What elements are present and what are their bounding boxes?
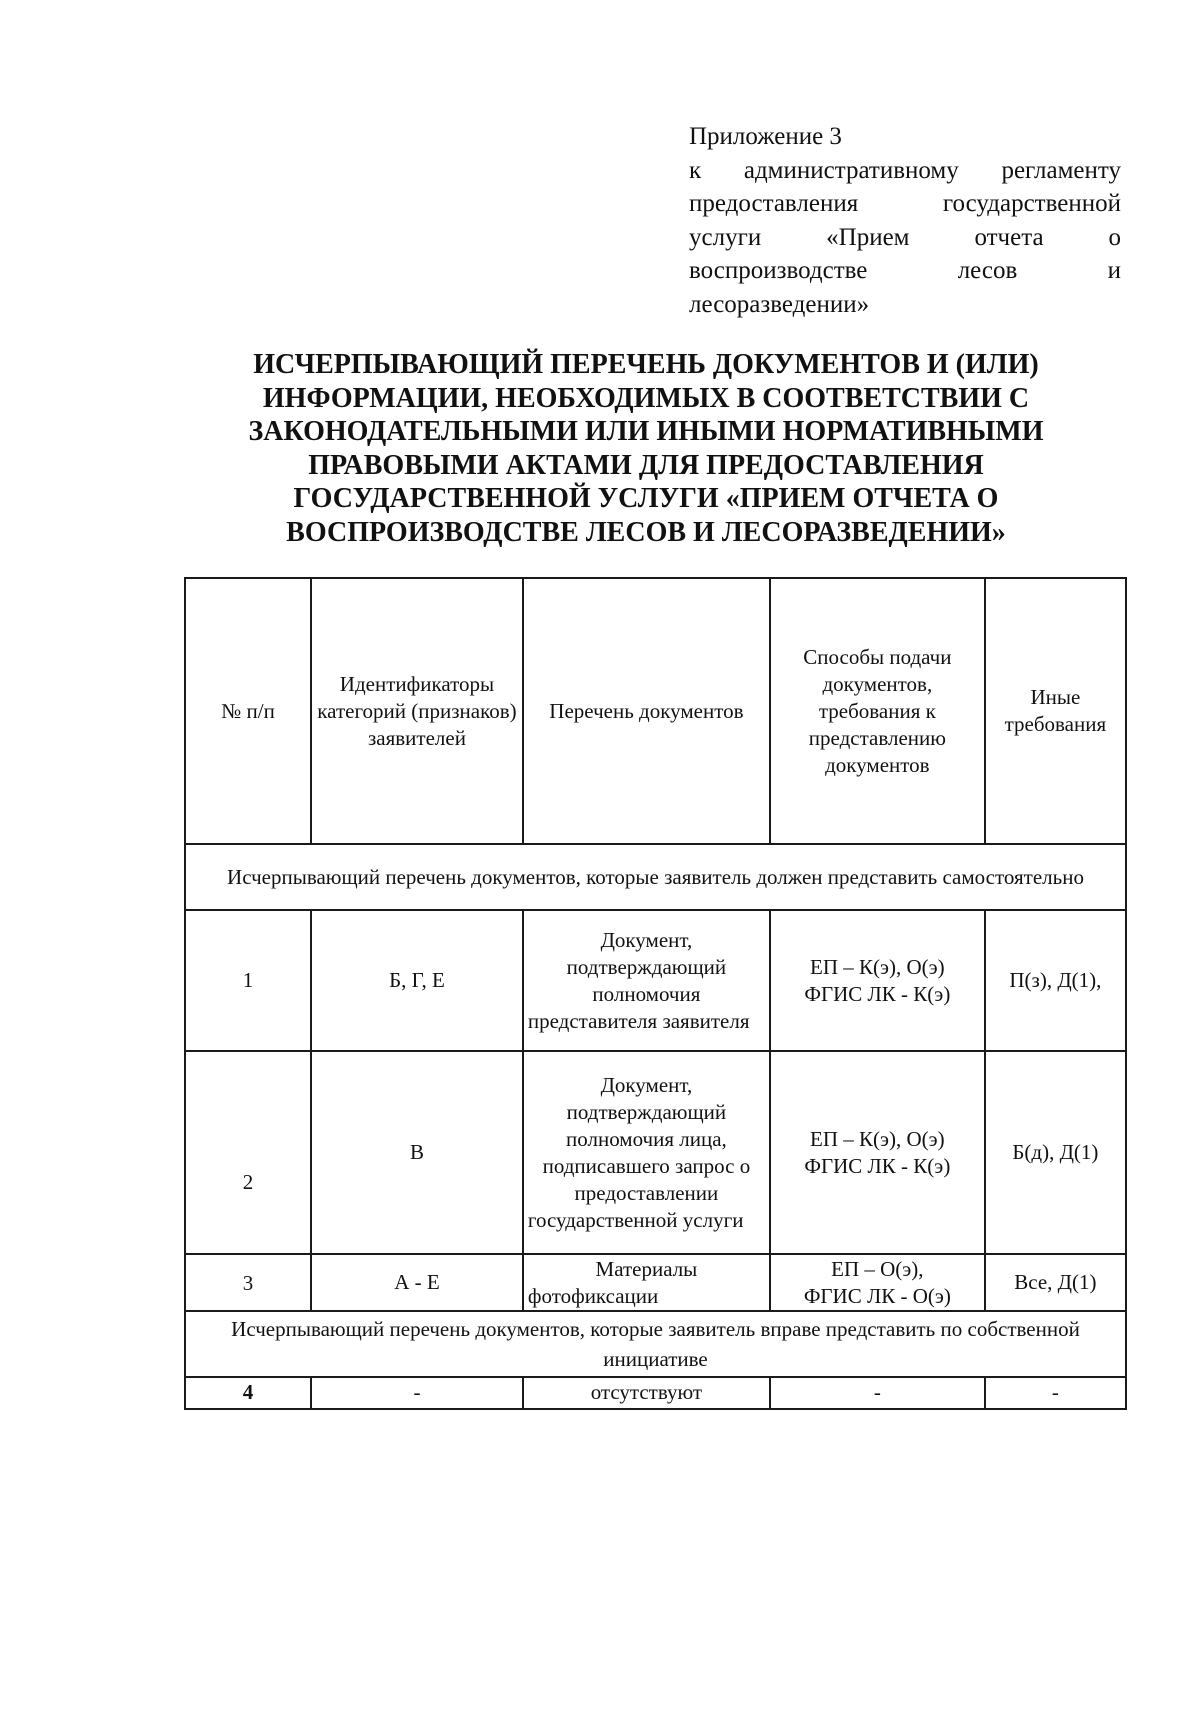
row-document-name: Документ, подтверждающий полномочия лица, подписавшего запрос о предоставлении государственной услуги (523, 1051, 770, 1254)
header-applicant-ids: Идентификаторы категорий (признаков) заявителей (311, 578, 523, 844)
row-number: 3 (185, 1254, 311, 1311)
row-document-name: Документ, подтверждающий полномочия представителя заявителя (523, 910, 770, 1051)
header-submission-methods: Способы подачи документов, требования к представлению документов (770, 578, 985, 844)
row-applicant-ids: А - Е (311, 1254, 523, 1311)
table-row (185, 910, 1126, 1051)
submission-method-line: ЕП – К(э), О(э) (810, 1126, 945, 1151)
header-document-list: Перечень документов (523, 578, 770, 844)
document-title: ИСЧЕРПЫВАЮЩИЙ ПЕРЕЧЕНЬ ДОКУМЕНТОВ И (ИЛИ) ИНФОРМАЦИИ, НЕОБХОДИМЫХ В СООТВЕТСТВИИ С ЗАКОНОДАТЕЛЬНЫМИ ИЛИ ИНЫМИ НОРМАТИВНЫМИ ПРАВОВЫМИ АКТАМИ ДЛЯ ПРЕДОСТАВЛЕНИЯ ГОСУДАРСТВЕННОЙ УСЛУГИ «ПРИЕМ ОТЧЕТА О ВОСПРОИЗВОДСТВЕ ЛЕСОВ И ЛЕСОРАЗВЕДЕНИИ» (248, 349, 1044, 548)
table-header-row (185, 578, 1126, 844)
row-number: 1 (185, 910, 311, 1051)
row-submission-methods (770, 910, 985, 1051)
requirements-table (184, 577, 1127, 1410)
submission-method-line: ФГИС ЛК - К(э) (804, 1153, 951, 1178)
table-row (185, 1377, 1126, 1409)
row-submission-methods (770, 1254, 985, 1311)
row-document-name: Материалы фотофиксации (523, 1254, 770, 1311)
section-row-mandatory (185, 844, 1126, 910)
row-applicant-ids: - (311, 1377, 523, 1409)
section-mandatory-title: Исчерпывающий перечень документов, которые заявитель должен представить самостоятельно (185, 844, 1126, 910)
submission-method-line: ЕП – О(э), (831, 1256, 924, 1281)
row-number: 4 (185, 1377, 311, 1409)
submission-method-line: ФГИС ЛК - К(э) (804, 981, 951, 1006)
header-number: № п/п (185, 578, 311, 844)
section-optional-title: Исчерпывающий перечень документов, которые заявитель вправе представить по собственной инициативе (185, 1311, 1126, 1377)
submission-method-line: ЕП – К(э), О(э) (810, 954, 945, 979)
row-submission-methods: - (770, 1377, 985, 1409)
row-other-requirements: Б(д), Д(1) (985, 1051, 1126, 1254)
row-applicant-ids: Б, Г, Е (311, 910, 523, 1051)
annex-block (689, 120, 1121, 321)
annex-reference: к административному регламенту предоставления государственной услуги «Прием отчета о воспроизводстве лесов и лесоразведении» (689, 156, 1121, 318)
annex-title: Приложение 3 (689, 123, 842, 150)
row-applicant-ids: В (311, 1051, 523, 1254)
row-other-requirements: П(з), Д(1), (985, 910, 1126, 1051)
table-row (185, 1051, 1126, 1254)
row-submission-methods (770, 1051, 985, 1254)
row-other-requirements: Все, Д(1) (985, 1254, 1126, 1311)
section-row-optional (185, 1311, 1126, 1377)
table-row (185, 1254, 1126, 1311)
submission-method-line: ФГИС ЛК - О(э) (803, 1283, 951, 1308)
header-other-requirements: Иные требования (985, 578, 1126, 844)
row-other-requirements: - (985, 1377, 1126, 1409)
row-number: 2 (185, 1051, 311, 1254)
row-document-name: отсутствуют (523, 1377, 770, 1409)
